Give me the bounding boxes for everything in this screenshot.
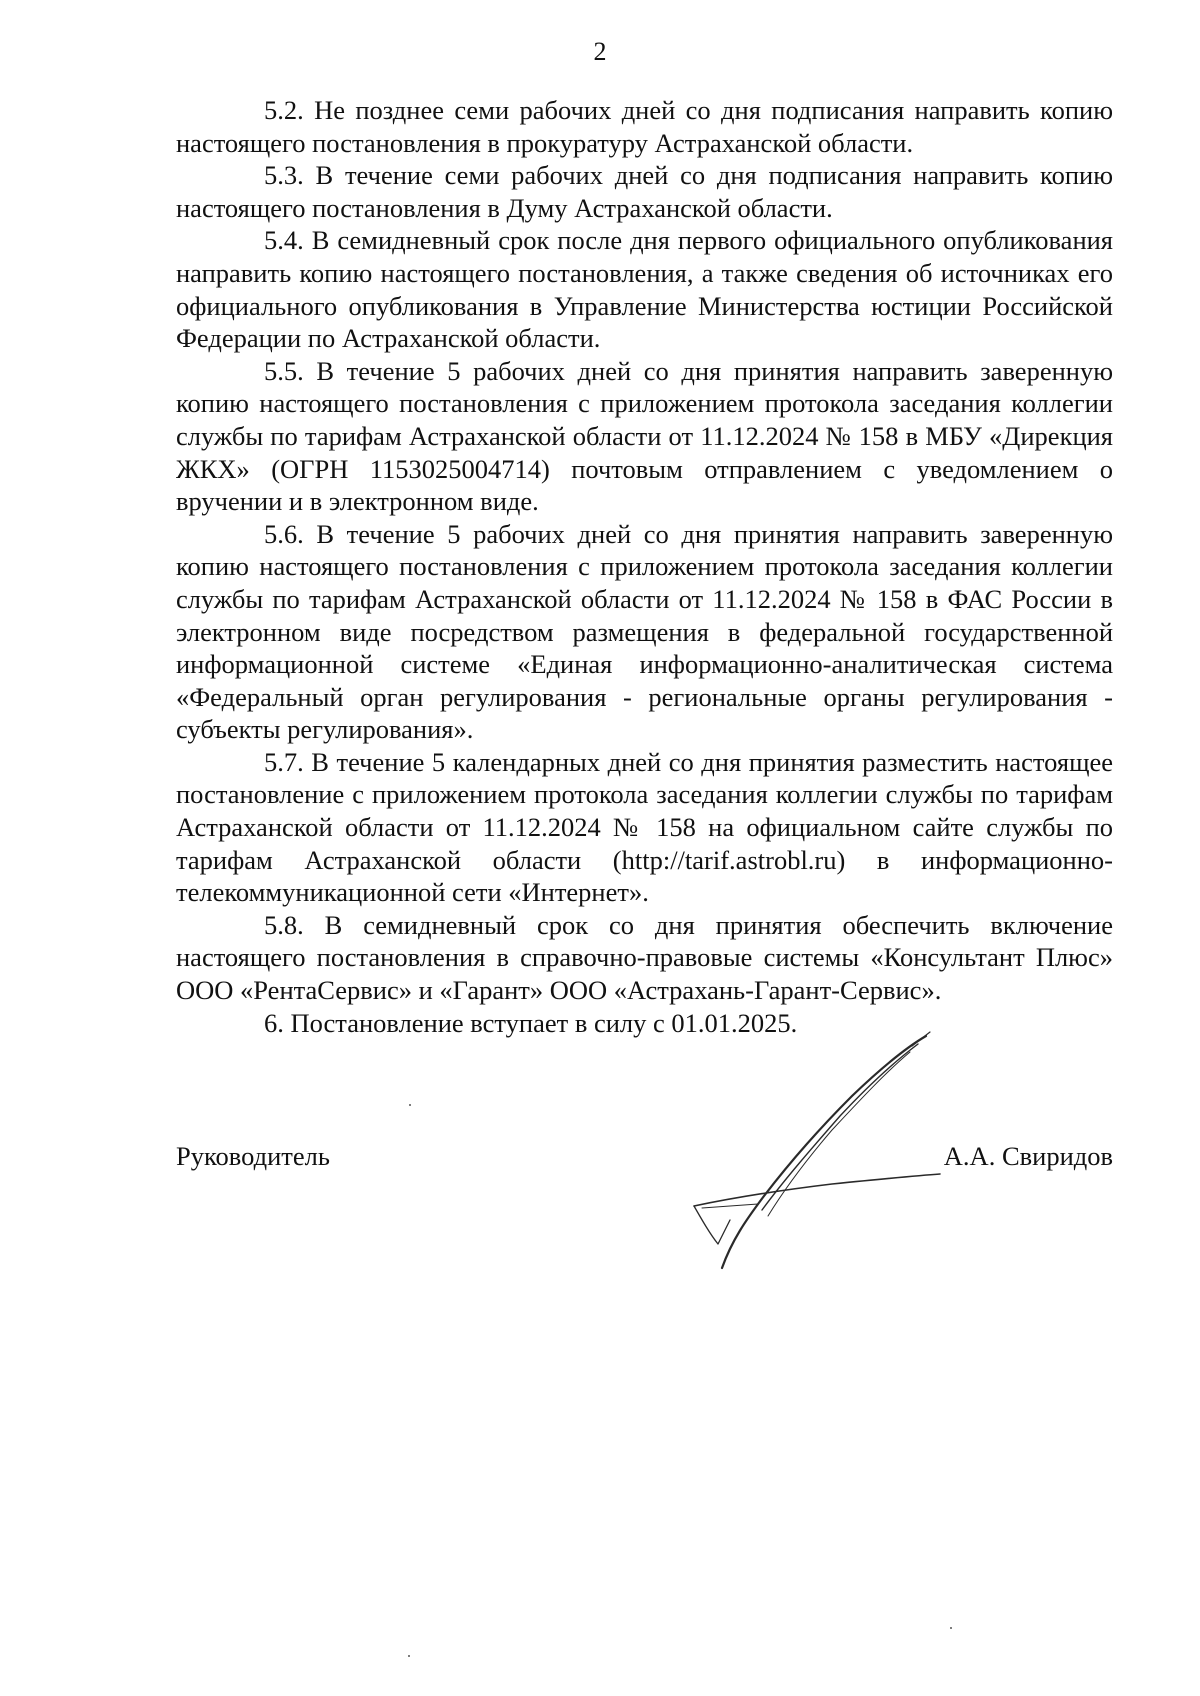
scan-speck [408,1655,410,1657]
paragraph-5-2: 5.2. Не позднее семи рабочих дней со дня подписания направить копию настоящего постановления в прокуратуру Астраханской области. [176,95,1113,158]
signer-name: А.А. Свиридов [943,1141,1113,1171]
scan-speck [409,1104,411,1106]
handwritten-signature [672,1030,952,1275]
paragraph-5-7: 5.7. В течение 5 календарных дней со дня принятия разместить настоящее постановление с приложением протокола заседания коллегии службы по тарифам Астраханской области от 11.12.2024 № 158 на официальном сайте службы по тарифам Астраханской области (http://tarif.astrobl.ru) в информационно-телекоммуникационной сети «Интернет». [176,746,1113,908]
signer-position: Руководитель [176,1141,330,1171]
paragraph-5-4: 5.4. В семидневный срок после дня первого официального опубликования направить копию настоящего постановления, а также сведения об источниках его официального опубликования в Управление Министерства юстиции Российской Федерации по Астраханской области. [176,225,1113,354]
paragraph-5-8: 5.8. В семидневный срок со дня принятия обеспечить включение настоящего постановления в справочно-правовые системы «Консультант Плюс» ООО «РентаСервис» и «Гарант» ООО «Астрахань-Гарант-Сервис». [176,909,1113,1006]
signature-block [176,1140,1113,1180]
document-body [176,94,1113,1039]
scan-speck [950,1627,952,1629]
page-number: 2 [593,37,607,66]
paragraph-5-6: 5.6. В течение 5 рабочих дней со дня принятия направить заверенную копию настоящего постановления с приложением протокола заседания коллегии службы по тарифам Астраханской области от 11.12.2024 № 158 в ФАС России в электронном виде посредством размещения в федеральной государственной информационной системе «Единая информационно-аналитическая система «Федеральный орган регулирования - региональные органы регулирования - субъекты регулирования». [176,518,1113,745]
paragraph-5-3: 5.3. В течение семи рабочих дней со дня подписания направить копию настоящего постановления в Думу Астраханской области. [176,160,1113,223]
paragraph-5-5: 5.5. В течение 5 рабочих дней со дня принятия направить заверенную копию настоящего постановления с приложением протокола заседания коллегии службы по тарифам Астраханской области от 11.12.2024 № 158 в МБУ «Дирекция ЖКХ» (ОГРН 1153025004714) почтовым отправлением с уведомлением о вручении и в электронном виде. [176,355,1113,517]
paragraph-6: 6. Постановление вступает в силу с 01.01.2025. [264,1007,798,1038]
